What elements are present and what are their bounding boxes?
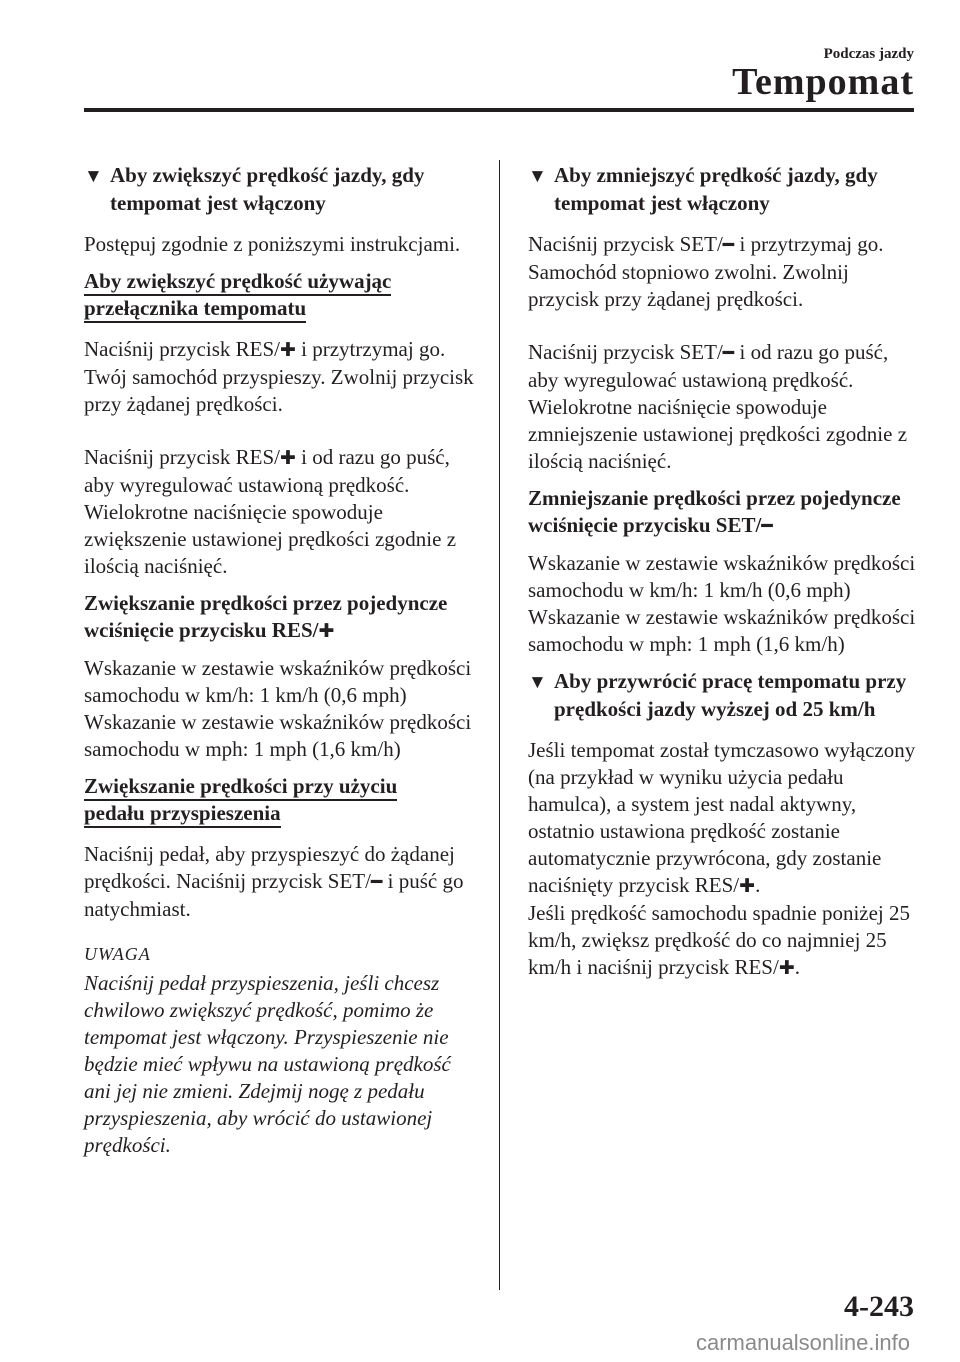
left-column [84, 162, 480, 1159]
subheading-single-press: Zmniejszanie prędkości przez pojedyncze wciśnięcie przycisku SET/━ [528, 486, 901, 537]
paragraph: Wskazanie w zestawie wskaźników prędkości samochodu w mph: 1 mph (1,6 km/h) [528, 605, 916, 656]
plus-icon: ✚ [318, 620, 335, 642]
subheading-switch: Aby zwiększyć prędkość używając przełącznika tempomatu [84, 268, 480, 322]
plus-icon: ✚ [778, 957, 795, 979]
header-divider [84, 108, 914, 112]
paragraph: Naciśnij pedał, aby przyspieszyć do żądanej prędkości. Naciśnij przycisk SET/━ i puść go natychmiast. [84, 842, 464, 921]
minus-icon: ━ [722, 342, 735, 364]
section-label: Podczas jazdy [823, 46, 914, 62]
right-column [528, 162, 920, 992]
note-title: UWAGA [84, 944, 151, 964]
triangle-bullet-icon: ▼ [528, 166, 547, 187]
paragraph: Wskazanie w zestawie wskaźników prędkości samochodu w km/h: 1 km/h (0,6 mph) [528, 551, 916, 602]
paragraph: Wskazanie w zestawie wskaźników prędkości samochodu w mph: 1 mph (1,6 km/h) [84, 710, 472, 761]
plus-icon: ✚ [279, 447, 296, 469]
page-number: 4-243 [844, 1290, 914, 1323]
subheading-single-press: Zwiększanie prędkości przez pojedyncze wciśnięcie przycisku RES/✚ [84, 591, 448, 642]
subheading-pedal: Zwiększanie prędkości przy użyciu pedału przyspieszenia [84, 773, 480, 827]
watermark: carmanualsonline.info [695, 1330, 910, 1355]
paragraph: Wskazanie w zestawie wskaźników prędkości samochodu w km/h: 1 km/h (0,6 mph) [84, 656, 472, 707]
minus-icon: ━ [370, 871, 383, 893]
heading-resume: ▼ Aby przywrócić pracę tempomatu przy prędkości jazdy wyższej od 25 km/h [528, 669, 907, 721]
column-divider [499, 160, 500, 1290]
plus-icon: ✚ [279, 339, 296, 361]
paragraph: Naciśnij przycisk SET/━ i od razu go puść, aby wyregulować ustawioną prędkość. Wielokrotne naciśnięcie spowoduje zmniejszenie ustawionej prędkości zgodnie z ilością naciśnięć. [528, 340, 908, 473]
triangle-bullet-icon: ▼ [84, 166, 103, 187]
heading-increase-speed: ▼ Aby zwiększyć prędkość jazdy, gdy tempomat jest włączony [84, 163, 425, 215]
note-text: Naciśnij pedał przyspieszenia, jeśli chcesz chwilowo zwiększyć prędkość, pomimo że tempomat jest włączony. Przyspieszenie nie będzie mieć wpływu na ustawioną prędkość ani jej nie zmieni. Zdejmij nogę z pedału przyspieszenia, aby wrócić do ustawionej prędkości. [84, 971, 451, 1157]
paragraph: Naciśnij przycisk SET/━ i przytrzymaj go. Samochód stopniowo zwolni. Zwolnij przycisk przy żądanej prędkości. [528, 232, 884, 311]
triangle-bullet-icon: ▼ [528, 672, 547, 693]
minus-icon: ━ [722, 234, 735, 256]
heading-decrease-speed: ▼ Aby zmniejszyć prędkość jazdy, gdy tempomat jest włączony [528, 163, 878, 215]
paragraph: Postępuj zgodnie z poniższymi instrukcjami. [84, 232, 461, 256]
page-title: Tempomat [732, 61, 914, 103]
plus-icon: ✚ [739, 875, 756, 897]
minus-icon: ━ [761, 515, 773, 537]
paragraph: Naciśnij przycisk RES/✚ i przytrzymaj go. Twój samochód przyspieszy. Zwolnij przycisk przy żądanej prędkości. [84, 337, 474, 416]
paragraph: Jeśli tempomat został tymczasowo wyłączony (na przykład w wyniku użycia pedału hamulca), a system jest nadal aktywny, ostatnio ustawiona prędkość zostanie automatycznie przywrócona, gdy zostanie naciśnięty przycisk RES/✚. [528, 738, 916, 897]
paragraph: Jeśli prędkość samochodu spadnie poniżej 25 km/h, zwiększ prędkość do co najmniej 25 km/h i naciśnij przycisk RES/✚. [528, 901, 910, 979]
paragraph: Naciśnij przycisk RES/✚ i od razu go puść, aby wyregulować ustawioną prędkość. Wielokrotne naciśnięcie spowoduje zwiększenie ustawionej prędkości zgodnie z ilością naciśnięć. [84, 445, 457, 578]
